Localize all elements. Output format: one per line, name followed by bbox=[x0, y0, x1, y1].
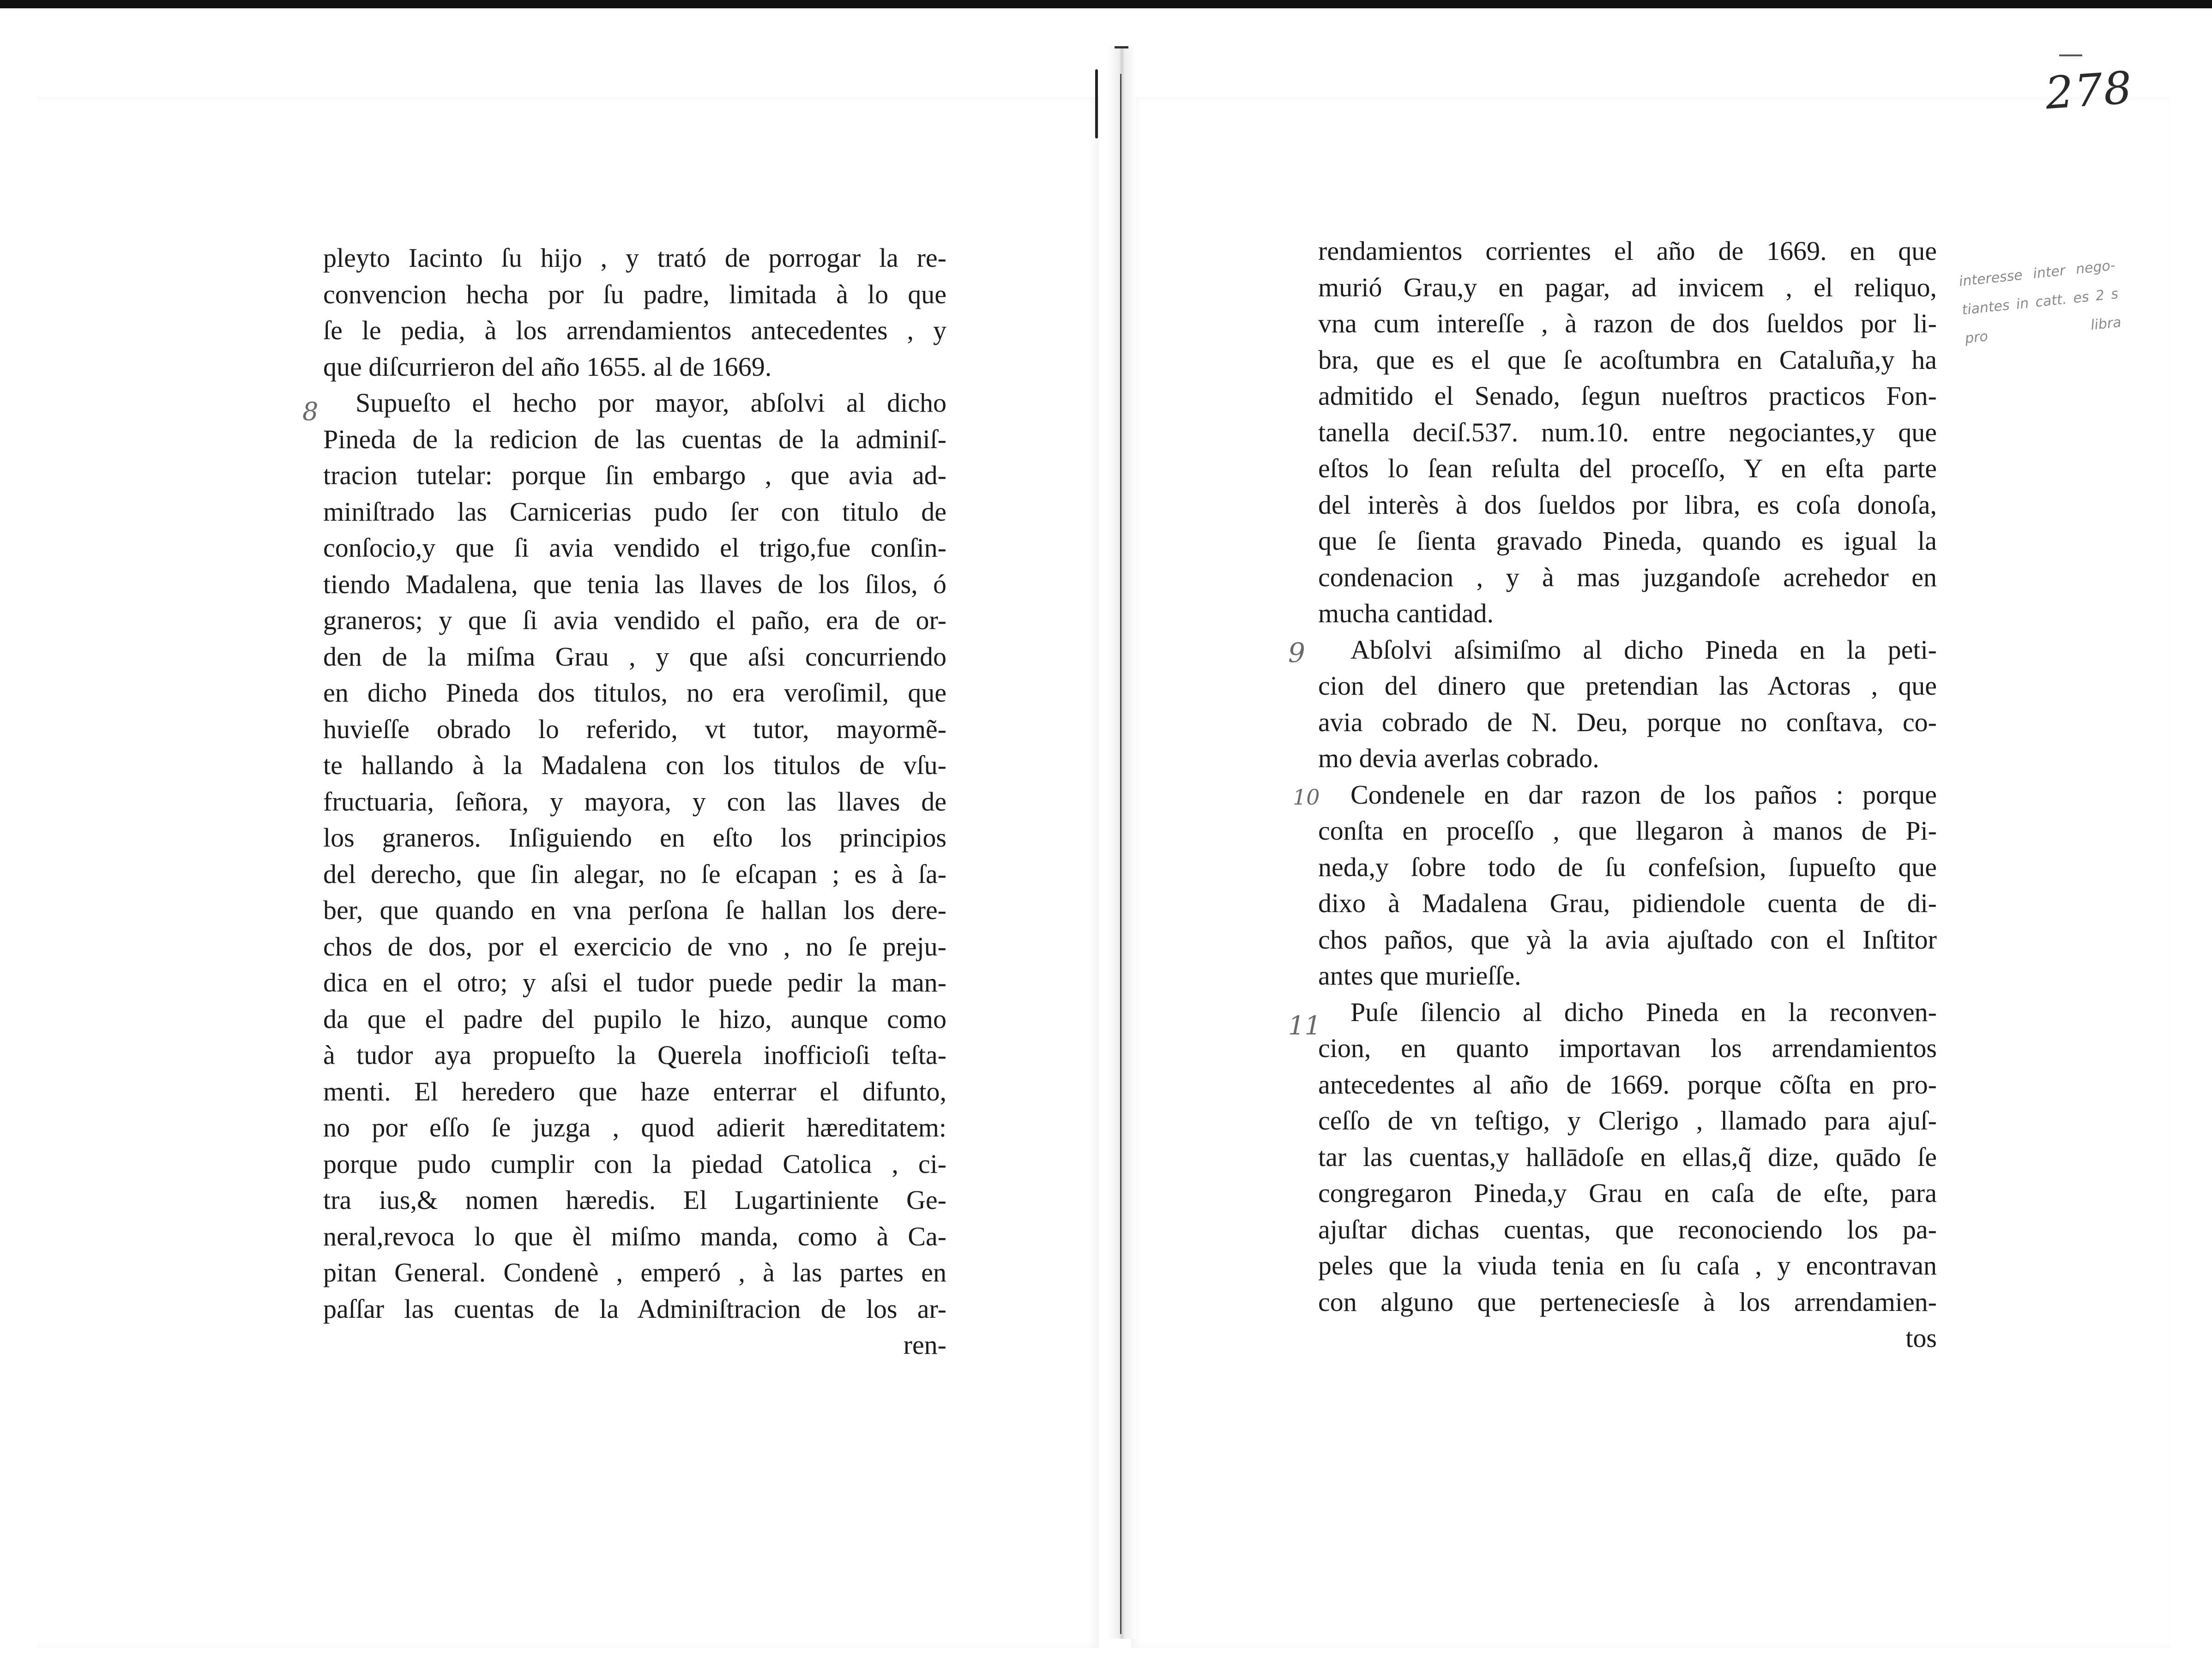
folio-number: 278 bbox=[2043, 61, 2134, 120]
text-line: no por eſſo ſe juzga , quod adierit hæreditatem: bbox=[323, 1112, 946, 1142]
text-line: Supueſto el hecho por mayor, abſolvi al dicho bbox=[356, 388, 946, 418]
text-line: chos de dos, por el exercicio de vno , no ſe preju- bbox=[323, 931, 946, 962]
text-line: Pineda de la redicion de las cuentas de la adminiſ- bbox=[323, 424, 946, 454]
catchword: tos bbox=[1905, 1323, 1937, 1353]
text-line: ceſſo de vn teſtigo, y Clerigo , llamado para ajuſ- bbox=[1318, 1106, 1937, 1136]
text-line: mo devia averlas cobrado. bbox=[1318, 743, 1599, 773]
top-border bbox=[0, 0, 2212, 8]
left-page-text bbox=[323, 240, 946, 1364]
text-line: Abſolvi aſsimiſmo al dicho Pineda en la peti- bbox=[1350, 634, 1937, 665]
text-line: cion del dinero que pretendian las Actoras , que bbox=[1318, 671, 1937, 701]
text-line: fructuaria, ſeñora, y mayora, y con las llaves de bbox=[323, 786, 946, 817]
text-line: peles que la viuda tenia en ſu caſa , y encontravan bbox=[1318, 1250, 1937, 1280]
text-line: neral,revoca lo que èl miſmo manda, como à Ca- bbox=[323, 1221, 946, 1251]
text-line: te hallando à la Madalena con los titulos de vſu- bbox=[323, 750, 946, 780]
text-line: dica en el otro; y aſsi el tudor puede pedir la man- bbox=[323, 968, 946, 998]
handwritten-annotation bbox=[1958, 251, 2123, 353]
text-line: con alguno que perteneciesſe à los arrendamien- bbox=[1318, 1286, 1937, 1317]
text-line: ſe le pedia, à los arrendamientos antecedentes , y bbox=[323, 315, 946, 345]
text-line: conſocio,y que ſi avia vendido el trigo,fue conſin- bbox=[323, 533, 946, 563]
text-line: graneros; y que ſi avia vendido el paño, era de or- bbox=[323, 605, 946, 635]
text-line: eſtos lo ſean reſulta del proceſſo, Y en eſta parte bbox=[1318, 453, 1937, 483]
text-line: los graneros. Inſiguiendo en eſto los principios bbox=[323, 823, 946, 853]
text-line: ber, que quando en vna perſona ſe hallan los dere- bbox=[323, 895, 946, 925]
text-line: tiendo Madalena, que tenia las llaves de los ſilos, ó bbox=[323, 569, 946, 599]
text-line: menti. El heredero que haze enterrar el difunto, bbox=[323, 1076, 946, 1106]
catchword: ren- bbox=[903, 1330, 946, 1360]
text-line: huvieſſe obrado lo referido, vt tutor, mayormẽ- bbox=[323, 714, 946, 744]
spine-mark bbox=[1095, 69, 1098, 138]
text-line: congregaron Pineda,y Grau en caſa de eſte, para bbox=[1318, 1178, 1937, 1208]
text-line: pleyto Iacinto ſu hijo , y trató de porrogar la re- bbox=[323, 243, 946, 273]
text-line: neda,y ſobre todo de ſu confeſsion, ſupueſto que bbox=[1318, 852, 1937, 882]
text-line: tra ius,& nomen hæredis. El Lugartiniente Ge- bbox=[323, 1185, 946, 1215]
text-line: à tudor aya propueſto la Querela inofficioſi teſta- bbox=[323, 1040, 946, 1070]
text-line: condenacion , y à mas juzgandoſe acrehedor en bbox=[1318, 562, 1937, 592]
text-line: den de la miſma Grau , y que aſsi concurriendo bbox=[323, 641, 946, 672]
text-line: antecedentes al año de 1669. porque cõſta en pro- bbox=[1318, 1069, 1937, 1100]
margin-number-10: 10 bbox=[1293, 785, 1320, 810]
text-line: pitan General. Condenè , emperó , à las partes en bbox=[323, 1257, 946, 1287]
text-line: da que el padre del pupilo le hizo, aunque como bbox=[323, 1004, 946, 1034]
text-line: tar las cuentas,y hallādoſe en ellas,q̃ dize, quādo ſe bbox=[1318, 1142, 1937, 1172]
margin-number-9: 9 bbox=[1288, 637, 1305, 668]
text-line: chos paños, que yà la avia ajuſtado con el Inſtitor bbox=[1318, 924, 1937, 955]
margin-number-8: 8 bbox=[302, 397, 319, 426]
text-line: miniſtrado las Carnicerias pudo ſer con titulo de bbox=[323, 496, 946, 527]
text-line: del interès à dos ſueldos por libra, es coſa donoſa, bbox=[1318, 489, 1937, 520]
text-line: del derecho, que ſin alegar, no ſe eſcapan ; es à ſa- bbox=[323, 859, 946, 889]
right-page-text bbox=[1318, 233, 1937, 1357]
text-line: vna cum intereſſe , à razon de dos ſueldos por li- bbox=[1318, 308, 1937, 338]
folio-dash bbox=[2059, 54, 2082, 56]
annotation-line: tiantes in catt. es 2 s bbox=[1961, 286, 2119, 319]
annotation-line: pro libra bbox=[1964, 314, 2122, 347]
spine-dash bbox=[1115, 46, 1128, 48]
text-line: ajuſtar dichas cuentas, que reconociendo los pa- bbox=[1318, 1214, 1937, 1244]
text-line: porque pudo cumplir con la piedad Catolica , ci- bbox=[323, 1148, 946, 1179]
text-line: dixo à Madalena Grau, pidiendole cuenta de di- bbox=[1318, 888, 1937, 918]
text-line: avia cobrado de N. Deu, porque no conſtava, co- bbox=[1318, 707, 1937, 737]
annotation-line: interesse inter nego- bbox=[1958, 257, 2116, 290]
text-line: en dicho Pineda dos titulos, no era veroſimil, que bbox=[323, 678, 946, 708]
text-line: Condenele en dar razon de los paños : porque bbox=[1350, 779, 1937, 810]
margin-number-11: 11 bbox=[1288, 1011, 1321, 1041]
text-line: rendamientos corrientes el año de 1669. en que bbox=[1318, 236, 1937, 266]
text-line: que diſcurrieron del año 1655. al de 1669. bbox=[323, 351, 772, 382]
text-line: mucha cantidad. bbox=[1318, 598, 1494, 628]
text-line: conſta en proceſſo , que llegaron à manos de Pi- bbox=[1318, 816, 1937, 846]
book-spine bbox=[1108, 46, 1136, 1639]
text-line: bra, que es el que ſe acoſtumbra en Cataluña,y ha bbox=[1318, 344, 1937, 375]
text-line: tanella deciſ.537. num.10. entre negociantes,y que bbox=[1318, 417, 1937, 447]
text-line: que ſe ſienta gravado Pineda, quando es igual la bbox=[1318, 526, 1937, 556]
text-line: paſſar las cuentas de la Adminiſtracion de los ar- bbox=[323, 1293, 946, 1324]
text-line: admitido el Senado, ſegun nueſtros practicos Fon- bbox=[1318, 381, 1937, 411]
spine-gutter-line bbox=[1120, 74, 1121, 1634]
text-line: Puſe ſilencio al dicho Pineda en la reconven- bbox=[1350, 997, 1937, 1027]
text-line: antes que murieſſe. bbox=[1318, 961, 1521, 991]
text-line: tracion tutelar: porque ſin embargo , que avia ad- bbox=[323, 460, 946, 490]
text-line: cion, en quanto importavan los arrendamientos bbox=[1318, 1033, 1937, 1063]
text-line: murió Grau,y en pagar, ad invicem , el reliquo, bbox=[1318, 272, 1937, 302]
text-line: convencion hecha por ſu padre, limitada à lo que bbox=[323, 279, 946, 309]
